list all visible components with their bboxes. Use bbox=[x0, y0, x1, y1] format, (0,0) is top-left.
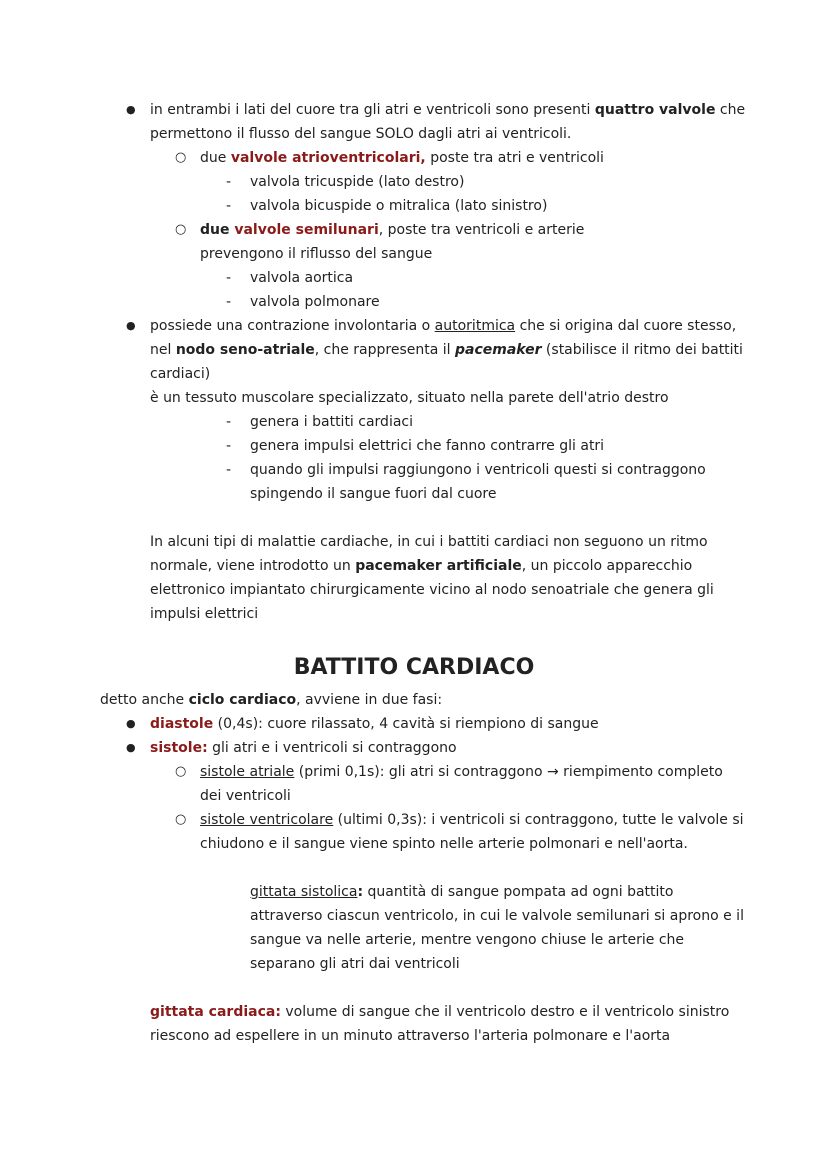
stroke-volume-line-4: separano gli atri dai ventricoli bbox=[250, 956, 460, 972]
list-item: valvola polmonare bbox=[250, 294, 380, 310]
list-item: quando gli impulsi raggiungono i ventricoli questi si contraggono bbox=[250, 462, 706, 478]
dash-marker: - bbox=[226, 294, 232, 310]
stroke-volume-line-1: gittata sistolica: quantità di sangue pompata ad ogni battito bbox=[250, 884, 674, 900]
dash-marker: - bbox=[226, 198, 232, 214]
bullet-marker: ● bbox=[126, 319, 136, 332]
section-title: BATTITO CARDIACO bbox=[293, 655, 535, 680]
circle-marker: ○ bbox=[175, 150, 187, 165]
dash-marker: - bbox=[226, 462, 232, 478]
contraction-line-4: è un tessuto muscolare specializzato, situato nella parete dell'atrio destro bbox=[150, 390, 669, 406]
contraction-line-1: possiede una contrazione involontaria o autoritmica che si origina dal cuore stesso, bbox=[150, 318, 737, 334]
list-item: valvola tricuspide (lato destro) bbox=[250, 174, 465, 190]
valves-line-1: in entrambi i lati del cuore tra gli atri e ventricoli sono presenti quattro valvole che bbox=[150, 102, 746, 118]
circle-marker: ○ bbox=[175, 812, 187, 827]
dash-marker: - bbox=[226, 270, 232, 286]
list-item-continuation: spingendo il sangue fuori dal cuore bbox=[250, 486, 497, 502]
dash-marker: - bbox=[226, 438, 232, 454]
valves-line-2: permettono il flusso del sangue SOLO dagli atri ai ventricoli. bbox=[150, 126, 572, 142]
cardiac-output-line-2: riescono ad espellere in un minuto attraverso l'arteria polmonare e l'aorta bbox=[150, 1028, 671, 1044]
ventricular-systole-line-2: chiudono e il sangue viene spinto nelle arterie polmonari e nell'aorta. bbox=[200, 836, 688, 852]
semilunar-line-2: prevengono il riflusso del sangue bbox=[200, 246, 433, 262]
beat-intro: detto anche ciclo cardiaco, avviene in due fasi: bbox=[100, 692, 443, 708]
artificial-line-3: elettronico impiantato chirurgicamente vicino al nodo senoatriale che genera gli bbox=[150, 582, 714, 598]
dash-marker: - bbox=[226, 174, 232, 190]
cardiac-output-line-1: gittata cardiaca: volume di sangue che il ventricolo destro e il ventricolo sinistro bbox=[150, 1004, 730, 1020]
stroke-volume-line-3: sangue va nelle arterie, mentre vengono chiuse le arterie che bbox=[250, 932, 685, 948]
atrial-systole-line: sistole atriale (primi 0,1s): gli atri si contraggono → riempimento completo bbox=[200, 764, 723, 780]
bullet-marker: ● bbox=[126, 103, 136, 116]
av-valves-line: due valvole atrioventricolari, poste tra atri e ventricoli bbox=[200, 150, 604, 166]
list-item: valvola bicuspide o mitralica (lato sinistro) bbox=[250, 198, 548, 214]
circle-marker: ○ bbox=[175, 764, 187, 779]
atrial-systole-line-2: dei ventricoli bbox=[200, 788, 291, 804]
diastole-line: diastole (0,4s): cuore rilassato, 4 cavità si riempiono di sangue bbox=[150, 716, 599, 732]
stroke-volume-line-2: attraverso ciascun ventricolo, in cui le valvole semilunari si aprono e il bbox=[250, 908, 744, 924]
list-item: valvola aortica bbox=[250, 270, 354, 286]
ventricular-systole-line: sistole ventricolare (ultimi 0,3s): i ventricoli si contraggono, tutte le valvole si bbox=[200, 812, 744, 828]
artificial-line-4: impulsi elettrici bbox=[150, 606, 259, 622]
contraction-line-2: nel nodo seno-atriale, che rappresenta il pacemaker (stabilisce il ritmo dei battiti bbox=[150, 342, 743, 358]
list-item: genera i battiti cardiaci bbox=[250, 414, 414, 430]
bullet-marker: ● bbox=[126, 717, 136, 730]
artificial-line-2: normale, viene introdotto un pacemaker artificiale, un piccolo apparecchio bbox=[150, 558, 693, 574]
artificial-line-1: In alcuni tipi di malattie cardiache, in cui i battiti cardiaci non seguono un ritmo bbox=[150, 534, 708, 550]
contraction-line-3: cardiaci) bbox=[150, 366, 211, 382]
dash-marker: - bbox=[226, 414, 232, 430]
semilunar-valves-line: due valvole semilunari, poste tra ventricoli e arterie bbox=[200, 222, 585, 238]
list-item: genera impulsi elettrici che fanno contrarre gli atri bbox=[250, 438, 605, 454]
circle-marker: ○ bbox=[175, 222, 187, 237]
bullet-marker: ● bbox=[126, 741, 136, 754]
systole-line: sistole: gli atri e i ventricoli si contraggono bbox=[150, 740, 457, 756]
